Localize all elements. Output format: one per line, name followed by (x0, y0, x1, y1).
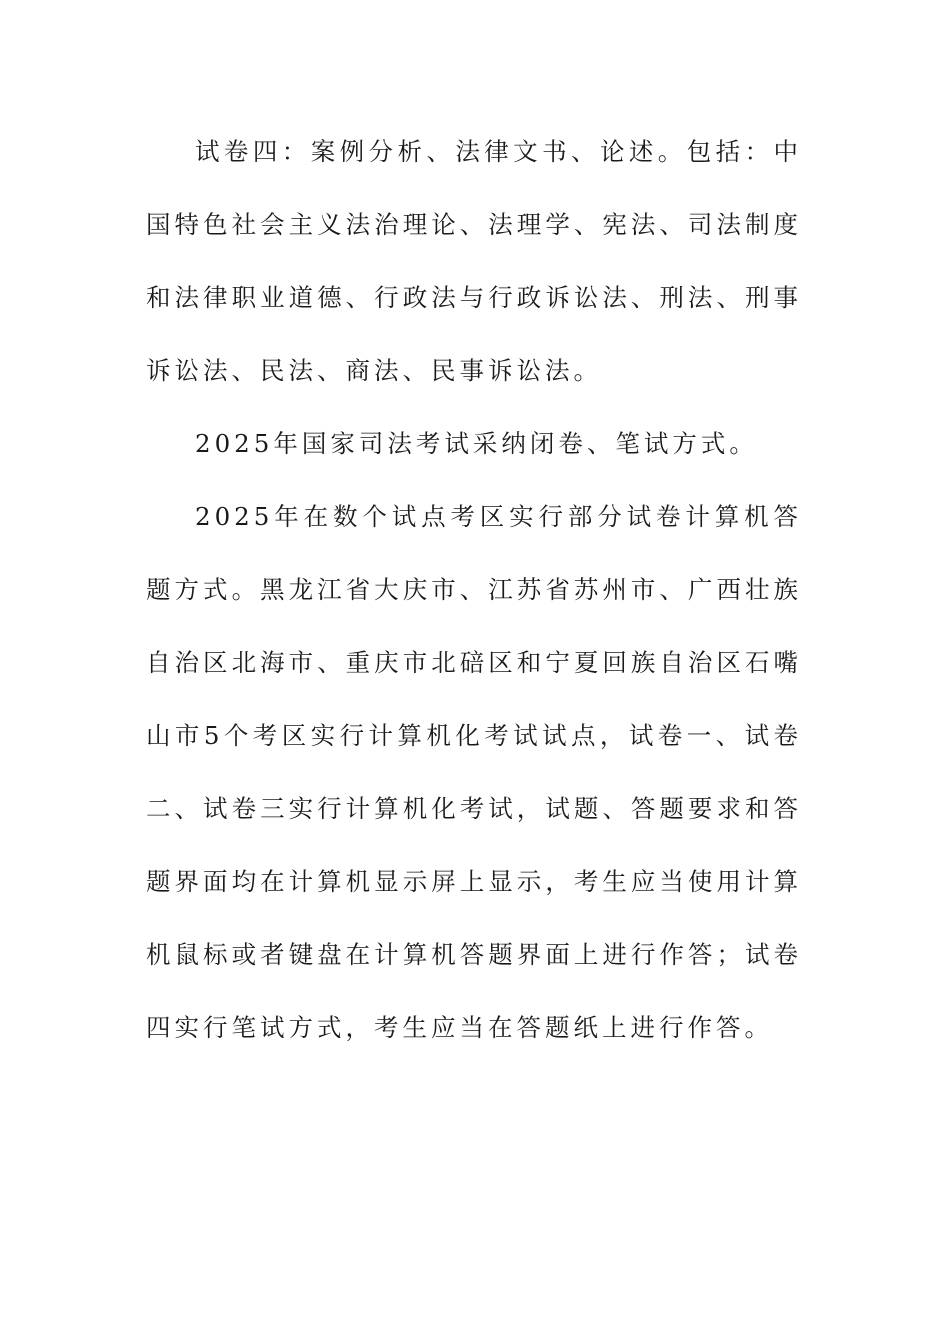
paragraph-exam-four: 试卷四：案例分析、法律文书、论述。包括：中国特色社会主义法治理论、法理学、宪法、司法制度和法律职业道德、行政法与行政诉讼法、刑法、刑事诉讼法、民法、商法、民事诉讼法。 (146, 137, 802, 385)
paragraph-exam-format: 2025年国家司法考试采纳闭卷、笔试方式。 (195, 429, 758, 458)
paragraph-computer-exam: 2025年在数个试点考区实行部分试卷计算机答题方式。黑龙江省大庆市、江苏省苏州市、广西壮族自治区北海市、重庆市北碚区和宁夏回族自治区石嘴山市5个考区实行计算机化考试试点，试卷一、试卷二、试卷三实行计算机化考试，试题、答题要求和答题界面均在计算机显示屏上显示，考生应当使用计算机鼠标或者键盘在计算机答题界面上进行作答；试卷四实行笔试方式，考生应当在答题纸上进行作答。 (146, 502, 802, 1042)
document-body (146, 115, 802, 1064)
